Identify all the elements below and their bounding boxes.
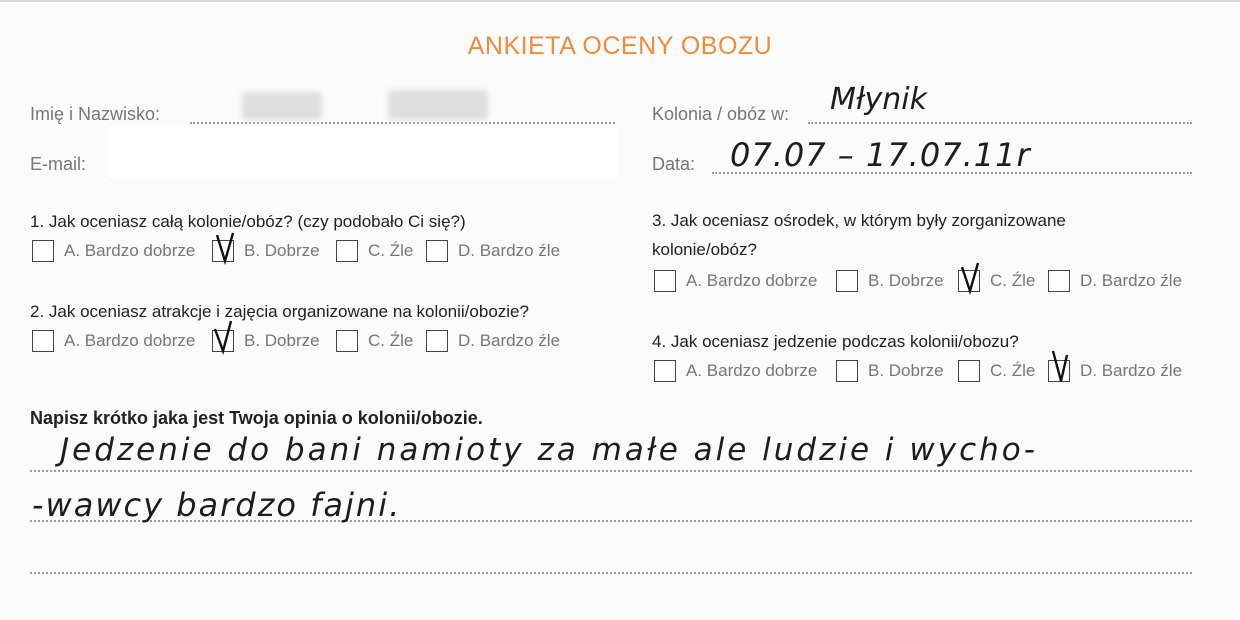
checkbox-checked[interactable] xyxy=(212,240,234,262)
name-blur-2 xyxy=(388,90,488,120)
checkbox[interactable] xyxy=(654,270,676,292)
camp-value: Młynik xyxy=(830,82,927,117)
q3-option-c[interactable]: C. Źle xyxy=(958,269,1035,293)
checkbox[interactable] xyxy=(32,330,54,352)
checkbox[interactable] xyxy=(836,270,858,292)
email-label: E-mail: xyxy=(30,154,87,174)
q4-option-b[interactable]: B. Dobrze xyxy=(836,359,944,383)
q3-option-b[interactable]: B. Dobrze xyxy=(836,269,944,293)
q2-option-a[interactable]: A. Bardzo dobrze xyxy=(32,329,195,353)
q4-option-c[interactable]: C. Źle xyxy=(958,359,1035,383)
q2-option-d[interactable]: D. Bardzo źle xyxy=(426,329,560,353)
top-edge xyxy=(0,0,1240,2)
q2-option-b[interactable]: B. Dobrze xyxy=(212,329,320,353)
q3-option-d[interactable]: D. Bardzo źle xyxy=(1048,269,1182,293)
opinion-handwriting-1: Jedzenie do bani namioty za małe ale ludzie i wycho- xyxy=(60,432,1038,468)
q1-option-a[interactable]: A. Bardzo dobrze xyxy=(32,239,195,263)
checkbox[interactable] xyxy=(958,360,980,382)
q4-option-a[interactable]: A. Bardzo dobrze xyxy=(654,359,817,383)
question-1: 1. Jak oceniasz całą kolonie/obóz? (czy podobało Ci się?) xyxy=(30,212,466,231)
q2-option-c[interactable]: C. Źle xyxy=(336,329,413,353)
opinion-line-3 xyxy=(30,572,1192,574)
q1-option-d[interactable]: D. Bardzo źle xyxy=(426,239,560,263)
check-mark-icon xyxy=(957,261,987,297)
checkbox-checked[interactable] xyxy=(1048,360,1070,382)
q1-option-c[interactable]: C. Źle xyxy=(336,239,413,263)
checkbox-checked[interactable] xyxy=(212,330,234,352)
opinion-line-1 xyxy=(30,470,1192,472)
q3-option-a[interactable]: A. Bardzo dobrze xyxy=(654,269,817,293)
checkbox[interactable] xyxy=(836,360,858,382)
checkbox[interactable] xyxy=(654,360,676,382)
check-mark-icon xyxy=(211,231,241,267)
camp-dotted-line xyxy=(808,122,1192,124)
q1-option-b[interactable]: B. Dobrze xyxy=(212,239,320,263)
question-2: 2. Jak oceniasz atrakcje i zajęcia organizowane na kolonii/obozie? xyxy=(30,302,529,321)
checkbox[interactable] xyxy=(1048,270,1070,292)
name-blur-1 xyxy=(242,92,322,120)
form-title: ANKIETA OCENY OBOZU xyxy=(467,32,773,60)
checkbox[interactable] xyxy=(426,330,448,352)
checkbox[interactable] xyxy=(336,330,358,352)
question-4: 4. Jak oceniasz jedzenie podczas kolonii/obozu? xyxy=(652,332,1019,351)
checkbox-checked[interactable] xyxy=(958,270,980,292)
checkbox[interactable] xyxy=(336,240,358,262)
check-mark-icon xyxy=(1047,351,1077,387)
date-value: 07.07 – 17.07.11r xyxy=(730,136,1031,174)
date-label: Data: xyxy=(652,154,696,174)
opinion-handwriting-2: -wawcy bardzo fajni. xyxy=(32,486,402,524)
camp-label: Kolonia / obóz w: xyxy=(652,104,790,124)
check-mark-icon xyxy=(211,321,241,357)
email-redacted-field xyxy=(108,127,618,177)
name-dotted-line xyxy=(190,122,615,124)
question-3: 3. Jak oceniasz ośrodek, w którym były zorganizowane kolonie/obóz? xyxy=(652,211,1066,259)
checkbox[interactable] xyxy=(426,240,448,262)
opinion-prompt: Napisz krótko jaka jest Twoja opinia o kolonii/obozie. xyxy=(30,408,483,428)
checkbox[interactable] xyxy=(32,240,54,262)
name-label: Imię i Nazwisko: xyxy=(30,104,161,124)
q4-option-d[interactable]: D. Bardzo źle xyxy=(1048,359,1182,383)
